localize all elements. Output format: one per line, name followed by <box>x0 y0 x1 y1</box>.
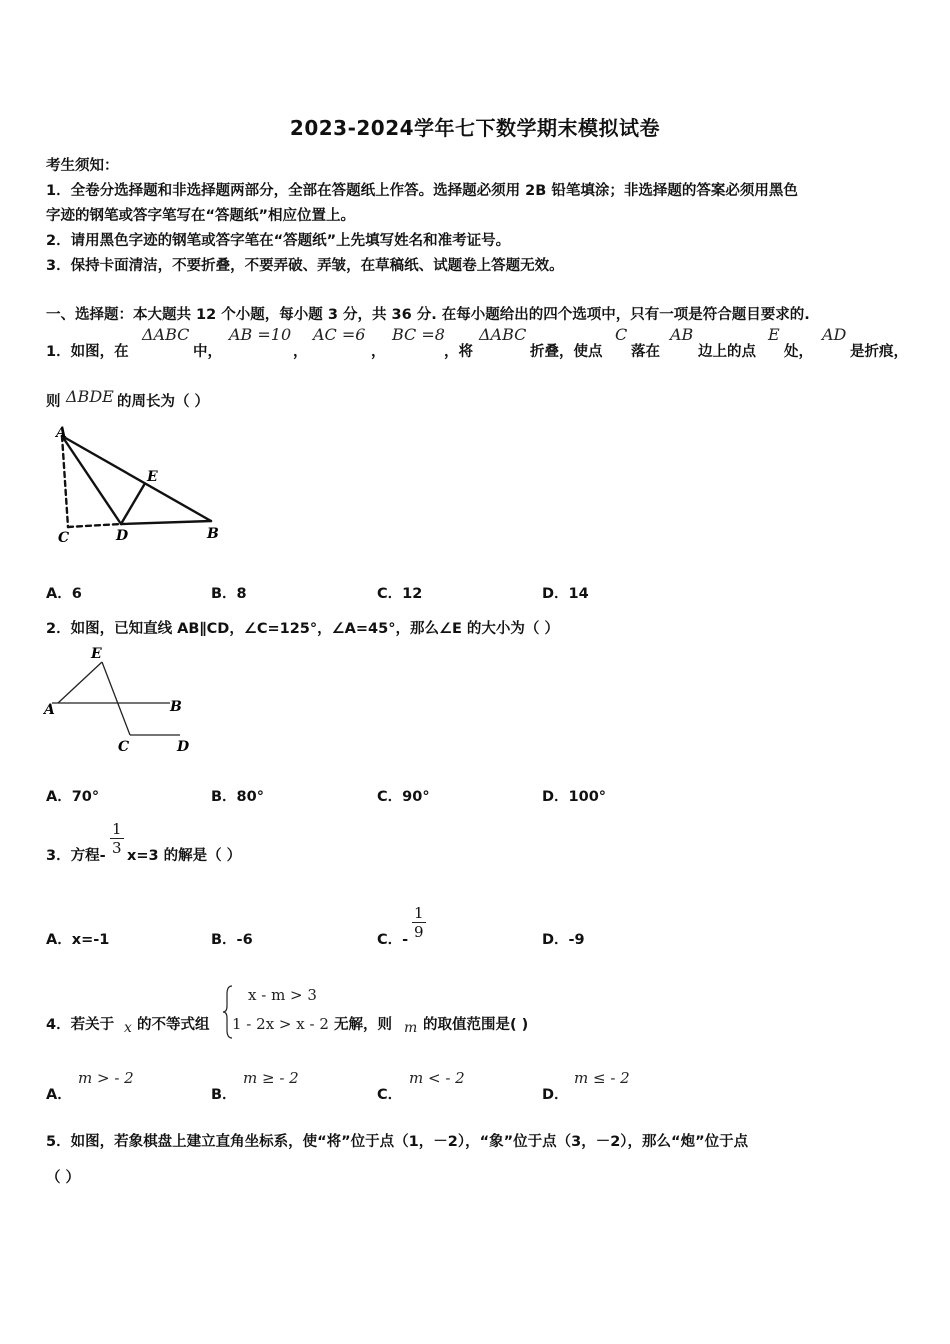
q3-fraction-denominator: 3 <box>112 839 122 857</box>
q4-text-pre: 4．若关于 <box>46 1017 115 1033</box>
q3-text-pre: 3．方程- <box>46 848 106 864</box>
q4-option-b-expr: m ≥ - 2 <box>243 1069 299 1087</box>
q4-option-c-expr: m < - 2 <box>409 1069 465 1087</box>
q1-text-2: 中， <box>193 344 222 360</box>
q1-figure-label-b: B <box>207 526 219 542</box>
notice-line-1b: 字迹的钢笔或答字笔写在“答题纸”相应位置上。 <box>46 208 356 224</box>
q4-option-d-expr: m ≤ - 2 <box>574 1069 630 1087</box>
q1-line2-text-2: 的周长为（ ） <box>117 394 210 410</box>
q1-option-a: A．6 <box>46 586 82 602</box>
q1-math-bc: BC =8 <box>392 325 445 344</box>
q1-math-triangle-abc-2: ΔABC <box>479 325 527 344</box>
q2-figure-label-e: E <box>91 646 102 662</box>
q1-text-10: 是折痕， <box>850 344 908 360</box>
q1-option-d: D．14 <box>542 586 589 602</box>
notice-line-1a: 1．全卷分选择题和非选择题两部分，全部在答题纸上作答。选择题必须用 2B 铅笔填涂；非选择题的答案必须用黑色 <box>46 183 798 199</box>
q2-option-a: A．70° <box>46 789 100 805</box>
q2-figure-label-d: D <box>177 739 190 755</box>
q4-var-x: x <box>124 1020 132 1036</box>
q1-figure-label-e: E <box>147 469 158 485</box>
q2-option-d: D．100° <box>542 789 607 805</box>
q3-option-b: B．-6 <box>211 932 253 948</box>
q5-text-line-2: （ ） <box>46 1170 81 1186</box>
q3-option-c-denominator: 9 <box>414 923 424 941</box>
q1-text-8: 边上的点 <box>698 344 756 360</box>
q1-text-4: ， <box>371 344 386 360</box>
notice-heading: 考生须知： <box>46 158 119 174</box>
q3-option-c-fraction <box>412 904 426 941</box>
q2-option-c: C．90° <box>377 789 430 805</box>
q1-math-e: E <box>768 325 780 344</box>
q4-option-a-label: A． <box>46 1087 72 1103</box>
q1-line2-text-1: 则 <box>46 394 61 410</box>
q3-option-c-label: C．- <box>377 932 409 948</box>
q3-fraction <box>110 820 124 857</box>
q1-math-triangle-abc: ΔABC <box>142 325 190 344</box>
q4-text-post-2: 的取值范围是( ) <box>423 1017 529 1033</box>
q3-option-a: A．x=-1 <box>46 932 110 948</box>
q1-math-ac: AC =6 <box>313 325 366 344</box>
q1-math-ab: AB =10 <box>229 325 292 344</box>
q1-option-b: B．8 <box>211 586 247 602</box>
q1-line2-math-bde: ΔBDE <box>66 387 114 406</box>
q4-text-mid: 的不等式组 <box>137 1017 210 1033</box>
q4-system-line-2: 1 - 2x > x - 2 <box>232 1015 329 1033</box>
q1-text-5: ，将 <box>444 344 473 360</box>
q1-figure-label-d: D <box>116 528 129 544</box>
q4-option-b-label: B． <box>211 1087 237 1103</box>
section-heading-choice: 一、选择题：本大题共 12 个小题，每小题 3 分，共 36 分. 在每小题给出的四个选项中，只有一项是符合题目要求的. <box>46 307 810 323</box>
q3-text-post: x=3 的解是（ ） <box>127 848 242 864</box>
q4-option-c-label: C． <box>377 1087 403 1103</box>
q2-figure-label-a: A <box>44 702 55 718</box>
q4-option-a-expr: m > - 2 <box>78 1069 134 1087</box>
q2-figure-label-b: B <box>170 699 182 715</box>
q1-math-ad: AD <box>822 325 847 344</box>
q2-figure-parallel-lines <box>40 640 200 760</box>
q2-text: 2．如图，已知直线 AB∥CD，∠C=125°，∠A=45°，那么∠E 的大小为（ ） <box>46 621 559 637</box>
q1-option-c: C．12 <box>377 586 423 602</box>
q1-text-1: 1．如图，在 <box>46 344 129 360</box>
q3-option-c-numerator: 1 <box>414 904 424 922</box>
q1-text-6: 折叠，使点 <box>530 344 603 360</box>
q2-option-b: B．80° <box>211 789 264 805</box>
q1-figure-label-a: A <box>56 425 67 441</box>
q1-text-7: 落在 <box>631 344 660 360</box>
q1-text-9: 处， <box>784 344 813 360</box>
q4-system-line-1: x - m > 3 <box>248 986 317 1004</box>
notice-line-2: 2．请用黑色字迹的钢笔或答字笔在“答题纸”上先填写姓名和准考证号。 <box>46 233 511 249</box>
page-title: 2023-2024学年七下数学期末模拟试卷 <box>289 116 661 140</box>
notice-line-3: 3．保持卡面清洁，不要折叠，不要弄破、弄皱，在草稿纸、试题卷上答题无效。 <box>46 258 564 274</box>
q1-math-ab-side: AB <box>670 325 694 344</box>
q2-figure-label-c: C <box>118 739 130 755</box>
q1-math-c: C <box>615 325 628 344</box>
q3-fraction-numerator: 1 <box>112 820 122 838</box>
q4-var-m: m <box>404 1020 418 1036</box>
q1-text-3: ， <box>293 344 308 360</box>
q3-option-d: D．-9 <box>542 932 585 948</box>
q5-text-line-1: 5．如图，若象棋盘上建立直角坐标系，使“将”位于点（1，－2），“象”位于点（3，－2），那么“炮”位于点 <box>46 1134 749 1150</box>
q4-option-d-label: D． <box>542 1087 569 1103</box>
q1-figure-folded-triangle <box>46 420 236 550</box>
q4-text-post-1: 无解，则 <box>334 1017 392 1033</box>
q1-figure-label-c: C <box>58 530 70 546</box>
